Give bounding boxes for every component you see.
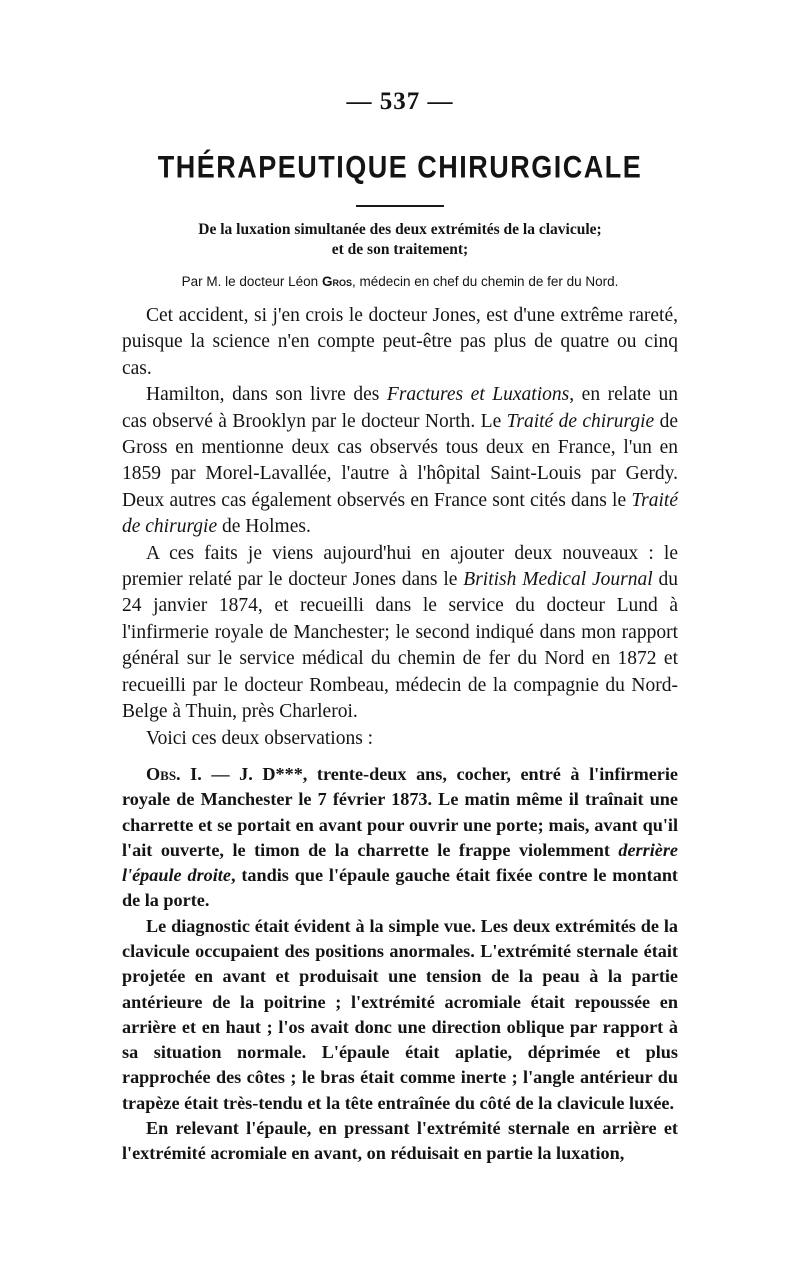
observation-paragraph-1 [122,762,678,914]
article-subtitle [122,220,678,260]
author-suffix: , médecin en chef du chemin de fer du Nord. [351,274,619,289]
subtitle-line-1: De la luxation simultanée des deux extrémités de la clavicule; [198,221,602,238]
obs1-text-a: — J. D***, trente-deux ans, cocher, entré à l'infirmerie royale de Manchester le 7 février 1873. Le matin même il traînait une charrette et se portait en avant pour ouvrir une porte; mais, avant qu'il l'ait ouverte, le timon de la charrette le frappe violemment [122,763,678,860]
book-page [122,88,678,1167]
page-number: — 537 — [346,88,454,115]
obs1-emphasis: derrière l'épaule droite [122,839,678,886]
author-prefix: Par M. le docteur Léon [181,274,319,289]
observation-block [122,762,678,1167]
p3-journal-title: British Medical Journal [463,569,653,591]
obs1-text-c: , tandis que l'épaule gauche était fixée contre le montant de la porte. [122,865,678,911]
p2-book-title-2: Traité de chirurgie [506,410,655,432]
observation-label: Obs. I. [146,763,202,784]
observation-paragraph-2: Le diagnostic était évident à la simple vue. Les deux extrémités de la clavicule occupaient des positions anormales. L'extrémité sternale était projetée en avant et produisait une tension de la peau à la partie antérieure de la poitrine ; l'extrémité acromiale était repoussée en arrière et en haut ; l'os avait donc une direction oblique par rapport à sa situation normale. L'épaule était aplatie, déprimée et plus rapprochée des côtes ; le bras était comme inerte ; l'angle antérieur du trapèze était très-tendu et la tête entraînée du côté de la clavicule luxée. [122,915,678,1113]
observation-paragraph-3: En relevant l'épaule, en pressant l'extrémité sternale en arrière et l'extrémité acromiale en avant, on réduisait en partie la luxation, [122,1118,678,1164]
p2-text-a: Hamilton, dans son livre des [146,384,387,406]
p3-text-a: A ces faits je viens aujourd'hui en ajouter deux nouveaux : le premier relaté par le docteur Jones dans le [122,542,678,591]
author-name: Gros [321,274,352,289]
section-title: THÉRAPEUTIQUE CHIRURGICALE [157,149,643,185]
p2-text-g: de Holmes. [217,516,311,538]
paragraph-2 [122,382,678,540]
p2-text-e: de Gross en mentionne deux cas observés tous deux en France, l'un en 1859 par Morel-Lavallée, l'autre à l'hôpital Saint-Louis par Gerdy. Deux autres cas également observés en France sont cités dans le [122,410,678,511]
p2-text-c: , en relate un cas observé à Brooklyn par le docteur North. Le [122,384,679,432]
paragraph-4: Voici ces deux observations : [146,727,374,749]
p3-text-c: du 24 janvier 1874, et recueilli dans le service du docteur Lund à l'infirmerie royale de Manchester; le second indiqué dans mon rapport général sur le service médical du chemin de fer du Nord en 1872 et recueilli par le docteur Rombeau, médecin de la compagnie du Nord-Belge à Thuin, près Charleroi. [122,569,678,723]
p2-book-title-3: Traité de chirurgie [122,489,678,538]
author-line [122,274,678,289]
title-divider [356,205,444,207]
subtitle-line-2: et de son traitement; [331,241,469,258]
paragraph-3 [122,541,678,726]
paragraph-1: Cet accident, si j'en crois le docteur Jones, est d'une extrême rareté, puisque la science n'en compte peut-être pas plus de quatre ou cinq cas. [122,305,678,379]
p2-book-title-1: Fractures et Luxations [386,384,570,406]
